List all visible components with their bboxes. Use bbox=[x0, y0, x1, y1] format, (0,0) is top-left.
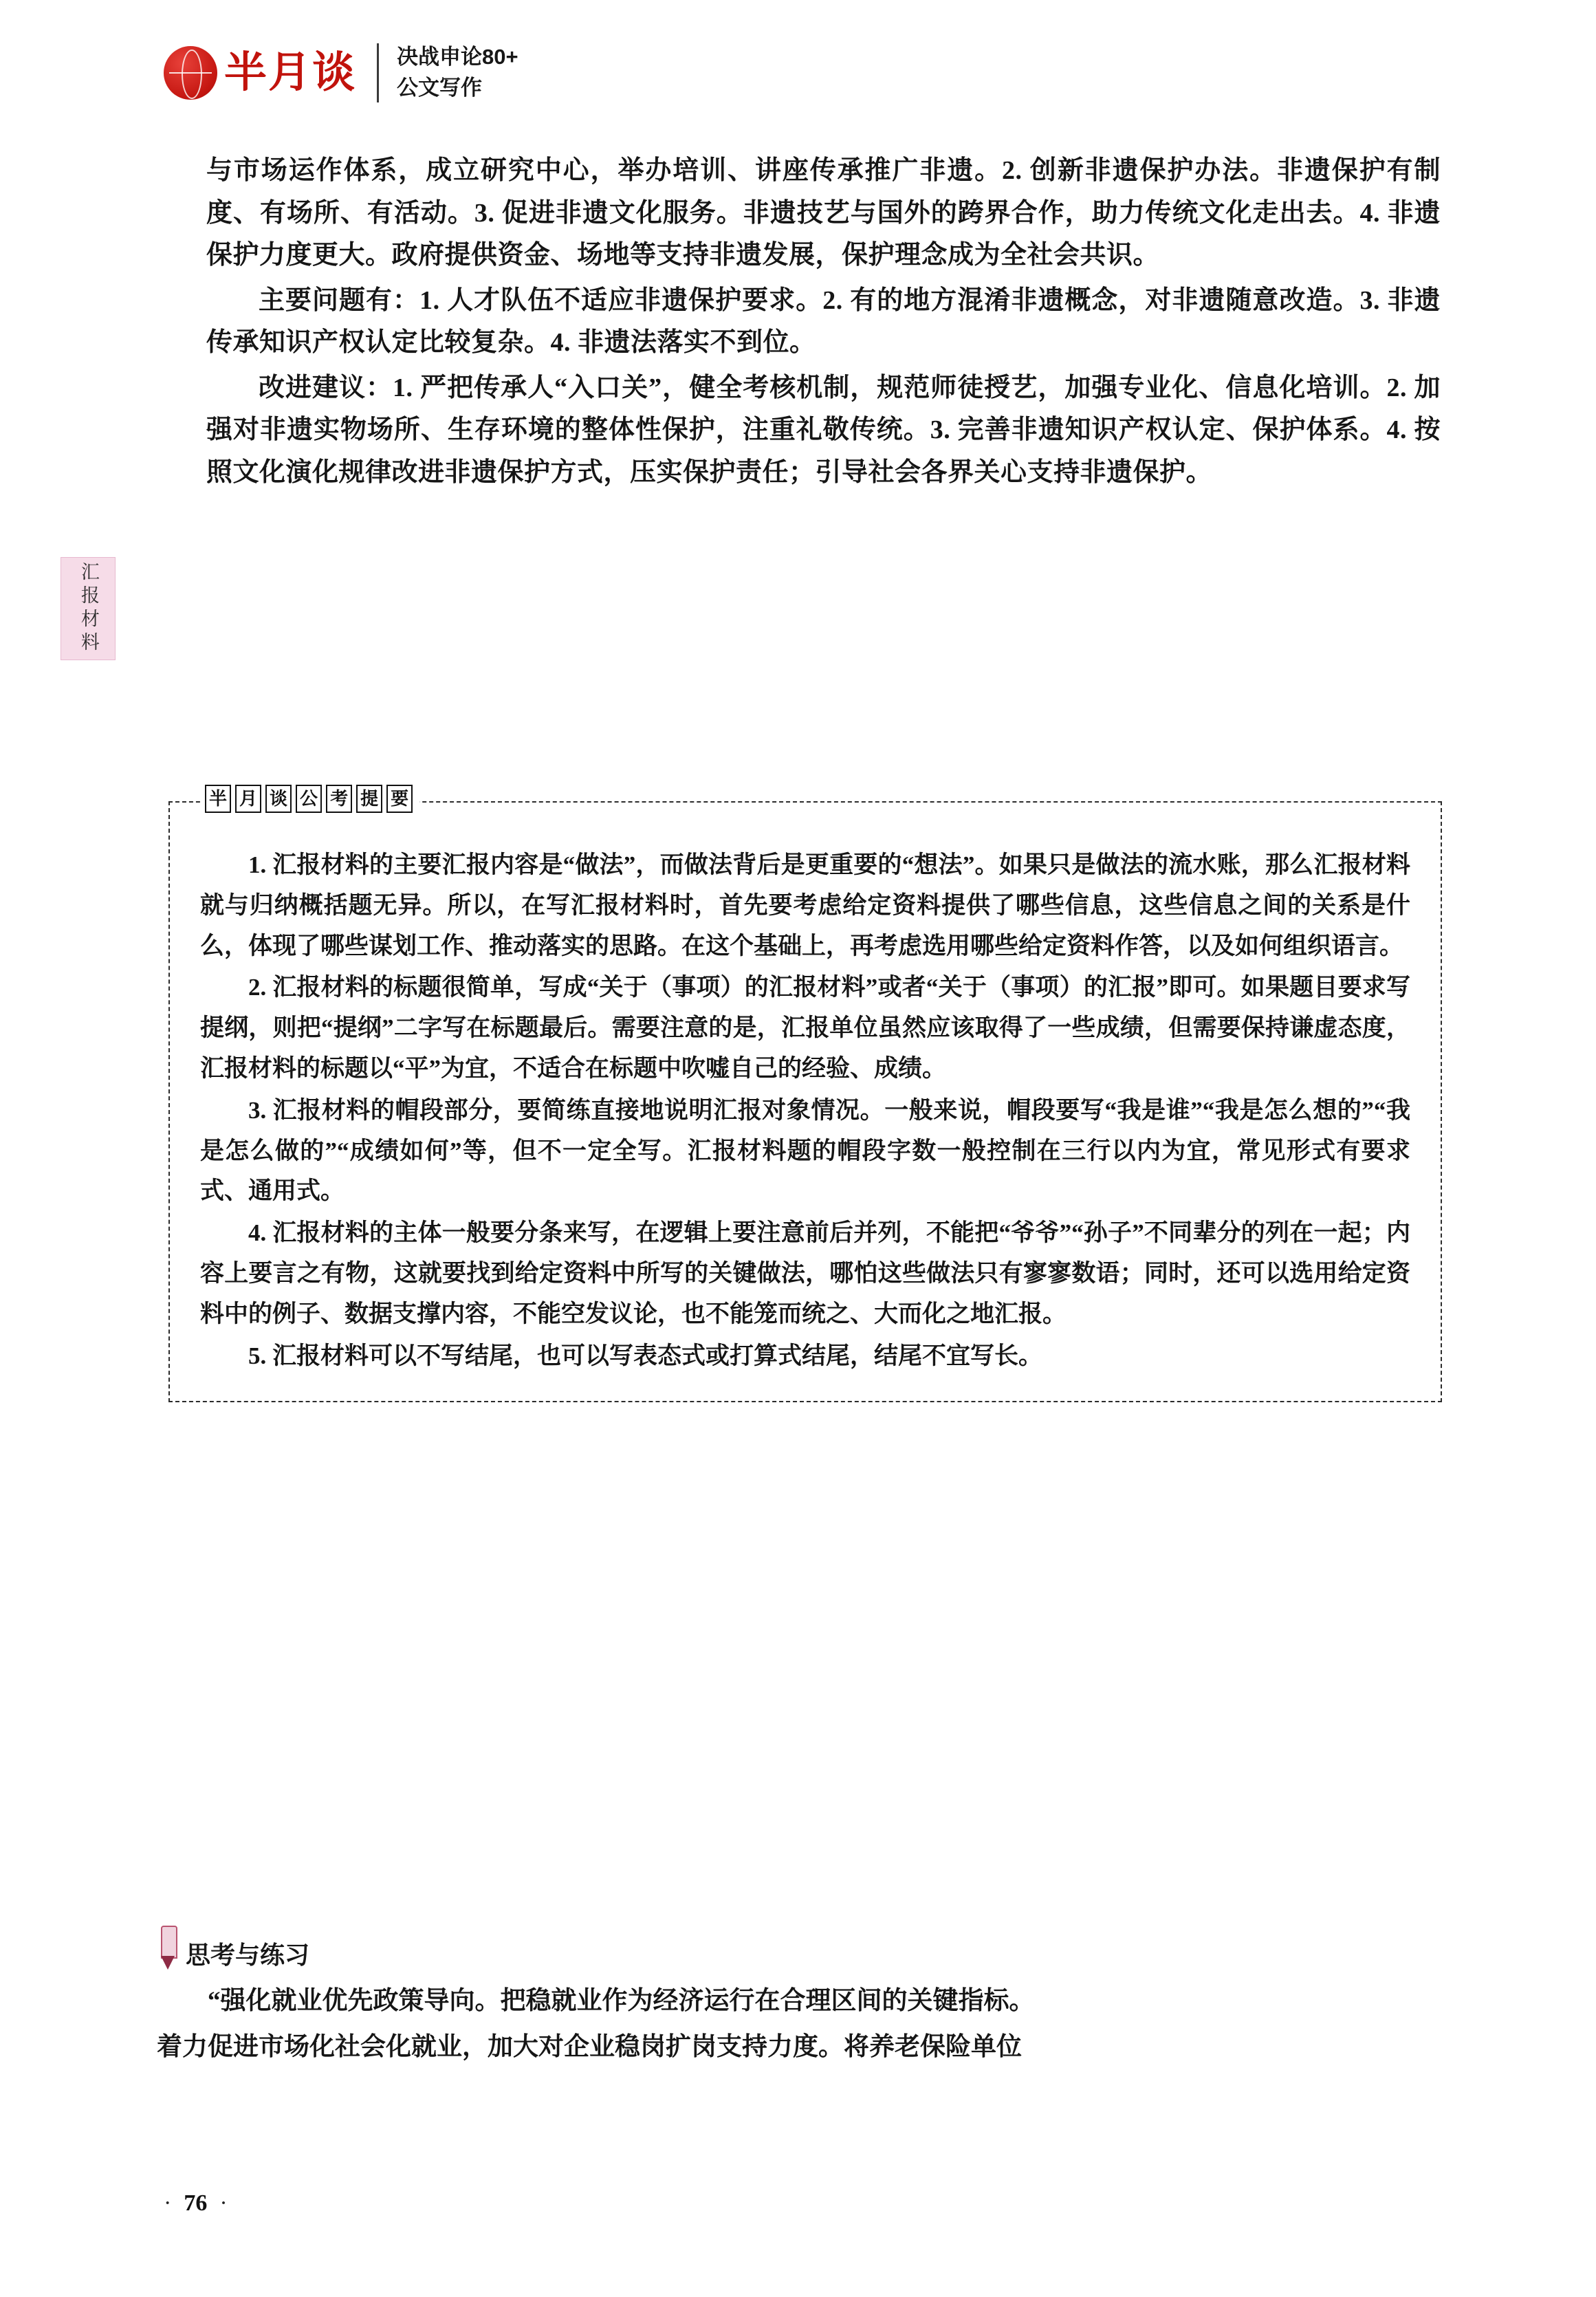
body-paragraph: 改进建议：1. 严把传承人“入口关”，健全考核机制，规范师徒授艺，加强专业化、信息化培训。2. 加强对非遗实物场所、生存环境的整体性保护，注重礼敬传统。3. 完善非遗知识产权认定、保护体系。4. 按照文化演化规律改进非遗保护方式，压实保护责任；引导社会各界关心支持非遗保护。 bbox=[206, 373, 1441, 487]
exercise-paragraph: “强化就业优先政策导向。把稳就业作为经济运行在合理区间的关键指标。 bbox=[208, 1987, 1035, 2015]
body-paragraph: 与市场运作体系，成立研究中心，举办培训、讲座传承推广非遗。2. 创新非遗保护办法。非遗保护有制度、有场所、有活动。3. 促进非遗文化服务。非遗技艺与国外的跨界合作，助力传统文化走出去。4. 非遗保护力度更大。政府提供资金、场地等支持非遗发展，保护理念成为全社会共识。 bbox=[206, 156, 1441, 270]
globe-icon bbox=[164, 46, 217, 100]
header-subtitle-line2: 公文写作 bbox=[397, 76, 483, 100]
tip-title-char: 提 bbox=[356, 785, 382, 813]
footer-dot-right: · bbox=[219, 2190, 228, 2216]
tip-item: 3. 汇报材料的帽段部分，要简练直接地说明汇报对象情况。一般来说，帽段要写“我是谁”“我是怎么想的”“我是怎么做的”“成绩如何”等，但不一定全写。汇报材料题的帽段字数一般控制在三行以内为宜，常见形式有要求式、通用式。 bbox=[200, 1096, 1410, 1205]
tip-item: 1. 汇报材料的主要汇报内容是“做法”，而做法背后是更重要的“想法”。如果只是做法的流水账，那么汇报材料就与归纳概括题无异。所以，在写汇报材料时，首先要考虑给定资料提供了哪些信息，这些信息之间的关系是什么，体现了哪些谋划工作、推动落实的思路。在这个基础上，再考虑选用哪些给定资料作答，以及如何组织语言。 bbox=[200, 851, 1410, 959]
footer-dot-left: · bbox=[164, 2190, 172, 2216]
tip-title-char: 谈 bbox=[265, 785, 292, 813]
tip-title-char: 公 bbox=[296, 785, 322, 813]
page-header bbox=[164, 32, 518, 114]
tip-item: 4. 汇报材料的主体一般要分条来写，在逻辑上要注意前后并列，不能把“爷爷”“孙子”不同辈分的列在一起；内容上要言之有物，这就要找到给定资料中所写的关键做法，哪怕这些做法只有寥寥数语；同时，还可以选用给定资料中的例子、数据支撑内容，不能空发议论，也不能笼而统之、大而化之地汇报。 bbox=[200, 1219, 1410, 1327]
tip-title-char: 月 bbox=[235, 785, 261, 813]
side-tab-huibaocailiao bbox=[61, 557, 116, 660]
tip-title-char: 考 bbox=[326, 785, 352, 813]
exercise-body bbox=[157, 1981, 1443, 2068]
exercise-paragraph: 着力促进市场化社会化就业，加大对企业稳岗扩岗支持力度。将养老保险单位 bbox=[157, 2032, 1022, 2061]
side-tab-label: 汇报材料 bbox=[78, 562, 99, 655]
tip-title-char: 要 bbox=[386, 785, 413, 813]
tip-item: 5. 汇报材料可以不写结尾，也可以写表态式或打算式结尾，结尾不宜写长。 bbox=[248, 1342, 1043, 1369]
tip-box bbox=[168, 788, 1442, 1402]
exercise-title: 思考与练习 bbox=[186, 1941, 310, 1969]
page-number: 76 bbox=[184, 2190, 208, 2216]
header-subtitle bbox=[397, 42, 518, 104]
brand-logo bbox=[164, 46, 356, 100]
tip-title-char: 半 bbox=[205, 785, 231, 813]
exercise-section bbox=[157, 1926, 1443, 2072]
main-content bbox=[206, 150, 1441, 497]
tip-item: 2. 汇报材料的标题很简单，写成“关于（事项）的汇报材料”或者“关于（事项）的汇报”即可。如果题目要求写提纲，则把“提纲”二字写在标题最后。需要注意的是，汇报单位虽然应该取得了一些成绩，但需要保持谦虚态度，汇报材料的标题以“平”为宜，不适合在标题中吹嘘自己的经验、成绩。 bbox=[200, 974, 1410, 1082]
tip-box-title bbox=[201, 785, 419, 813]
pen-icon bbox=[157, 1926, 177, 1971]
header-divider bbox=[377, 43, 379, 102]
page-footer bbox=[164, 2190, 228, 2217]
exercise-header bbox=[157, 1926, 1443, 1971]
brand-name: 半月谈 bbox=[224, 50, 357, 96]
header-subtitle-line1: 决战申论80+ bbox=[397, 45, 518, 69]
body-paragraph: 主要问题有：1. 人才队伍不适应非遗保护要求。2. 有的地方混淆非遗概念，对非遗随意改造。3. 非遗传承知识产权认定比较复杂。4. 非遗法落实不到位。 bbox=[206, 285, 1441, 358]
